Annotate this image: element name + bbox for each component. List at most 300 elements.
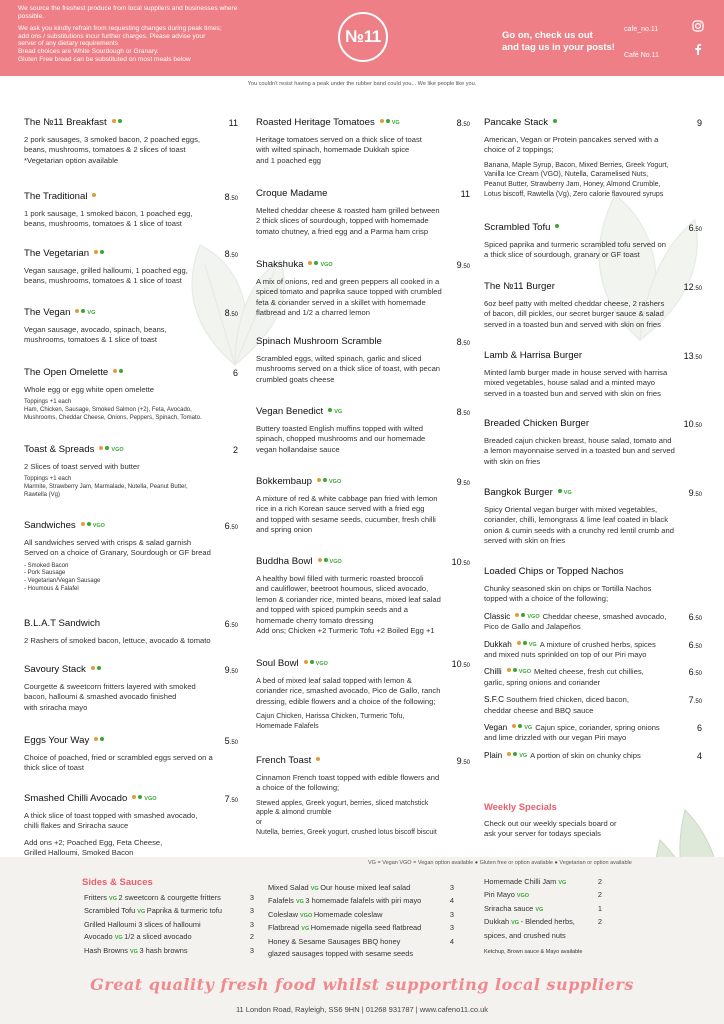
item-name: The Open Omelette <box>24 367 109 378</box>
vegetarian-marker <box>94 737 98 741</box>
item-title <box>256 755 470 767</box>
item-description: 2 Rashers of smoked bacon, lettuce, avocado & tomato <box>24 636 211 645</box>
item-description: beans, mushrooms, tomatoes & 1 slice of toast <box>24 276 182 286</box>
vegetarian-marker <box>318 558 322 562</box>
item-description: flatbread and 1/2 a charred lemon <box>256 308 370 318</box>
item-description: Spicy Oriental vegan burger with mixed vegetables, <box>484 505 658 514</box>
item-description: served with skin on fries <box>484 536 566 546</box>
item-description: and topped with spiced pumpkin seeds and a <box>256 605 408 615</box>
item-name: The №11 Breakfast <box>24 117 107 128</box>
option-name: Vegan <box>484 723 508 733</box>
side-price: 2 <box>249 932 254 942</box>
vegetarian-marker <box>92 193 96 197</box>
diet-markers <box>91 664 103 676</box>
side-name: Dukkah <box>484 917 512 927</box>
vegetarian-marker <box>308 261 312 265</box>
option-description: cheddar cheese and BBQ sauce <box>484 705 594 715</box>
item-title <box>484 222 702 234</box>
item-name: Soul Bowl <box>256 658 299 669</box>
item-options: Rawtella (Vg) <box>24 491 61 498</box>
side-description: 3 hash browns <box>139 945 188 955</box>
item-title <box>24 367 238 379</box>
note-line: We ask you kindly refrain from requesting changes during peak times; <box>18 25 222 33</box>
item-options: - Smoked Bacon <box>24 562 69 569</box>
side-price: 4 <box>449 896 454 906</box>
social-handles <box>624 17 690 69</box>
item-description: 2 Slices of toast served with butter <box>24 462 140 471</box>
gluten-free-marker <box>314 261 318 265</box>
diet-tag: VGO <box>320 262 333 268</box>
item-name: Breaded Chicken Burger <box>484 418 590 429</box>
item-description: Chunky seasoned skin on chips or Tortilla Nachos <box>484 584 652 593</box>
note-line: We source the freshest produce from local suppliers and businesses where possible. <box>18 5 238 20</box>
item-description: and cauliflower, beetroot houmous, sliced avocado, <box>256 584 429 594</box>
diet-markers <box>94 735 106 747</box>
instagram-icon[interactable] <box>692 20 704 32</box>
item-description: A mix of onions, red and green peppers all cooked in a <box>256 277 440 286</box>
side-description: glazed sausages topped with sesame seeds <box>268 949 414 959</box>
item-title <box>24 307 238 319</box>
side-description: Our house mixed leaf salad <box>320 883 411 892</box>
item-name: Sandwiches <box>24 520 76 531</box>
item-description: All sandwiches served with crisps & salad garnish <box>24 538 192 547</box>
gluten-free-marker <box>323 478 327 482</box>
item-name: Pancake Stack <box>484 117 548 128</box>
item-description: Melted cheddar cheese & roasted ham grilled between <box>256 206 440 215</box>
item-extra: Add ons +2; Poached Egg, Feta Cheese, <box>24 837 163 847</box>
gluten-free-marker <box>386 119 390 123</box>
item-price: 6.50 <box>688 611 702 622</box>
diet-markers <box>328 406 342 418</box>
side-name: Grilled Halloumi <box>84 919 139 929</box>
menu-item <box>484 350 702 399</box>
menu-item <box>24 520 238 593</box>
item-price: 13.50 <box>683 351 702 361</box>
item-description: mushrooms, tomatoes & 1 slice of toast <box>24 335 157 345</box>
diet-markers <box>304 658 328 670</box>
item-description: Heritage tomatoes served on a thick slice of toast <box>256 135 422 144</box>
vegetarian-marker <box>81 522 85 526</box>
specials-description: Check out our weekly specials board or <box>484 819 617 828</box>
item-extra: Grilled Halloumi, Smoked Bacon <box>24 848 134 858</box>
diet-markers <box>558 487 572 499</box>
item-description: topped with a choice of the following; <box>484 594 609 604</box>
menu-item <box>256 658 470 731</box>
menu-item <box>256 336 470 385</box>
specials-title: Weekly Specials <box>484 801 557 812</box>
side-description: 2 sweetcorn & courgette fritters <box>118 893 221 902</box>
item-description: onion & cumin seeds with a crunchy red lentil crumb and <box>484 525 674 535</box>
item-options: Vanilla Ice Cream (VGO), Nutella, Caramelised Nuts, <box>484 171 649 179</box>
item-description: coriander, chilli, lemongrass & lime leaf coated in black <box>484 515 669 525</box>
side-price: 3 <box>249 919 254 929</box>
item-title <box>256 406 470 418</box>
item-description: Minted lamb burger made in house served with harrisa <box>484 368 668 377</box>
diet-markers <box>553 117 559 129</box>
item-options: Homemade Falafels <box>256 722 319 730</box>
item-price: 9.50 <box>456 477 470 487</box>
option-name: S.F.C <box>484 695 505 705</box>
item-options: Cajun Chicken, Harissa Chicken, Turmeric Tofu, <box>256 713 405 721</box>
gluten-free-marker <box>310 660 314 664</box>
diet-markers <box>75 307 95 319</box>
item-description: and topped with sesame seeds, cucumber, fresh chilli <box>256 514 436 524</box>
item-description: mushrooms served on a thick slice of toast, with pecan <box>256 364 441 374</box>
diet-markers <box>318 556 342 568</box>
item-price: 9.50 <box>456 260 470 270</box>
condiments-note: Ketchup, Brown sauce & Mayo available <box>484 949 583 956</box>
item-title <box>256 259 470 271</box>
diet-markers <box>380 117 400 129</box>
note-line: server of any dietary requirements <box>18 40 119 48</box>
diet-tag: VGO <box>518 669 531 676</box>
menu-item <box>256 755 470 837</box>
vegetarian-marker <box>517 641 521 645</box>
item-price: 7.50 <box>224 794 238 804</box>
item-price: 8.50 <box>224 192 238 202</box>
diet-tag: VG <box>295 899 306 906</box>
side-name: Flatbread <box>268 923 302 933</box>
vegetarian-marker <box>507 752 511 756</box>
item-name: B.L.A.T Sandwich <box>24 618 101 629</box>
item-description: choice of 2 toppings; <box>484 145 554 155</box>
diet-markers <box>507 751 527 761</box>
vegetarian-marker <box>112 119 116 123</box>
vegetarian-marker <box>512 724 516 728</box>
item-options: - Houmous & Falafel <box>24 585 79 592</box>
menu-item <box>256 117 470 166</box>
side-item <box>268 936 454 948</box>
diet-tag: VG <box>511 920 521 927</box>
vegetarian-marker <box>132 795 136 799</box>
gluten-free-marker <box>558 489 562 493</box>
side-name: Fritters <box>84 893 110 902</box>
diet-tag: VG <box>137 909 147 916</box>
diet-tag: VGO <box>300 912 314 919</box>
social-cta-line-1: Go on, check us out <box>502 30 593 41</box>
diet-tag: VG <box>130 948 140 955</box>
item-options: - Vegetarian/Vegan Sausage <box>24 578 101 584</box>
vegetarian-marker <box>75 309 79 313</box>
item-name: Savoury Stack <box>24 664 86 675</box>
side-price: 2 <box>597 877 602 886</box>
item-title <box>256 117 470 129</box>
item-name: The Traditional <box>24 191 88 202</box>
item-title <box>484 418 702 430</box>
diet-markers <box>555 222 561 234</box>
item-price: 8.50 <box>224 249 238 259</box>
weekly-specials <box>484 801 702 840</box>
side-name: Coleslaw <box>268 909 301 919</box>
item-title <box>484 117 702 129</box>
side-description: 1/2 a sliced avocado <box>124 932 192 942</box>
diet-tag: VGO <box>111 447 124 453</box>
item-description: Spiced paprika and turmeric scrambled tofu served on <box>484 240 666 249</box>
facebook-handle[interactable]: Café No.11 <box>624 52 659 59</box>
item-title <box>484 281 702 293</box>
vegetarian-marker <box>99 446 103 450</box>
loaded-chips-section <box>484 566 702 761</box>
side-name: Sriracha sauce <box>484 903 536 913</box>
item-description: Whole egg or egg white open omelette <box>24 385 155 394</box>
item-description: A thick slice of toast topped with smashed avocado, <box>24 811 198 820</box>
diet-tag: VG <box>519 752 528 759</box>
diet-tag: VG <box>528 641 537 648</box>
item-extra: *Vegetarian option available <box>24 155 119 165</box>
item-description: chilli flakes and Sriracha sauce <box>24 821 129 831</box>
item-price: 5.50 <box>224 736 238 746</box>
diet-tag: VGO <box>329 479 342 485</box>
item-name: Spinach Mushroom Scramble <box>256 336 382 347</box>
item-description: spinach, chopped mushrooms and our homemade <box>256 434 426 444</box>
item-price: 9.50 <box>688 488 702 498</box>
item-options: Toppings +1 each <box>24 476 72 483</box>
item-description: beans, mushrooms, tomatoes & 1 slice of toast <box>24 219 182 229</box>
item-options: Nutella, berries, Greek yogurt, crushed lotus biscoff biscuit <box>256 828 437 836</box>
side-price: 1 <box>597 903 602 913</box>
diet-tag: VG <box>301 926 311 933</box>
menu-item <box>24 793 238 859</box>
gluten-free-marker <box>555 224 559 228</box>
gluten-free-marker <box>100 737 104 741</box>
side-price: 3 <box>249 906 254 916</box>
item-price: 10.50 <box>451 557 470 567</box>
item-description: served in a toasted bun and served with skin on fries <box>484 319 661 329</box>
item-name: Roasted Heritage Tomatoes <box>256 117 375 128</box>
item-description: 2 thick slices of sourdough, topped with homemade <box>256 216 429 226</box>
item-price: 7.50 <box>688 695 702 706</box>
item-title <box>24 664 238 676</box>
item-title <box>484 350 702 362</box>
item-price: 4 <box>696 750 702 761</box>
diet-markers <box>94 248 106 260</box>
side-name: Hash Browns <box>84 945 131 955</box>
item-options: Marmite, Strawberry Jam, Marmalade, Nutella, Peanut Butter, <box>24 484 188 490</box>
item-description: Scrambled eggs, wilted spinach, garlic and sliced <box>256 354 422 363</box>
item-name: Buddha Bowl <box>256 556 313 567</box>
menu-item <box>24 367 238 422</box>
diet-tag: VG <box>109 896 119 902</box>
side-item <box>84 931 254 944</box>
menu-item <box>484 117 702 199</box>
menu-item <box>484 222 702 261</box>
item-description: lemon & coriander rice, minted beans, mixed leaf salad <box>256 594 441 604</box>
item-title <box>24 793 238 805</box>
option-description: and lime drizzled with our vegan Piri mayo <box>484 733 627 743</box>
sides-column-3 <box>484 876 602 958</box>
item-description: Vegan sausage, avocado, spinach, beans, <box>24 325 167 334</box>
side-price: 3 <box>449 909 454 919</box>
gluten-free-marker <box>553 119 557 123</box>
item-description: with wilted spinach, homemade Dukkah spice <box>256 145 410 155</box>
side-item <box>268 882 454 895</box>
instagram-handle[interactable]: cafe_no.11 <box>624 26 659 33</box>
item-description: a choice of the following; <box>256 783 340 793</box>
diet-markers <box>512 723 532 733</box>
side-price: 4 <box>449 936 454 946</box>
gluten-free-marker <box>518 724 522 728</box>
option-description: A mixture of crushed herbs, spices <box>539 639 656 649</box>
diet-tag: VG <box>558 880 567 886</box>
vegetarian-marker <box>113 369 117 373</box>
item-title <box>24 191 238 203</box>
side-name: Honey & Sesame Sausages <box>268 936 363 946</box>
option-description: Cheddar cheese, smashed avocado, <box>542 611 667 621</box>
side-price: 3 <box>249 893 254 902</box>
item-title <box>24 444 238 456</box>
item-description: vegan hollandaise sauce <box>256 444 340 454</box>
item-description: a thick slice of sourdough, granary or GF toast <box>484 250 640 260</box>
side-item <box>84 919 254 931</box>
item-name: The №11 Burger <box>484 281 555 292</box>
side-price: 2 <box>597 917 602 927</box>
menu-item <box>256 188 470 237</box>
item-description: thick slice of toast <box>24 763 84 773</box>
menu-item <box>484 487 702 547</box>
option-description: Melted cheese, fresh cut chillies, <box>533 667 644 677</box>
nachos-option <box>484 723 702 744</box>
item-title <box>24 735 238 747</box>
diet-tag: VGO <box>527 613 540 620</box>
side-description: - Blended herbs, <box>520 917 575 927</box>
item-options: Mushrooms, Cheddar Cheese, Onions, Peppers, Spinach, Tomato. <box>24 414 202 421</box>
item-price: 6.50 <box>688 223 702 233</box>
item-description: a lemon mayonnaise served in a toasted bun and served <box>484 446 675 456</box>
item-options: or <box>256 819 263 826</box>
diet-tag: VGO <box>516 893 530 900</box>
side-item <box>268 909 454 922</box>
item-name: Lamb & Harrisa Burger <box>484 350 583 361</box>
item-title <box>256 188 470 200</box>
item-description: A mixture of red & white cabbage pan fried with lemon <box>256 494 438 503</box>
item-title <box>24 618 238 630</box>
item-description: rice in a rich Korean sauce served with a fried egg <box>256 504 425 514</box>
social-cta-line-2: and tag us in your posts! <box>502 42 615 53</box>
item-name: Loaded Chips or Topped Nachos <box>484 566 624 577</box>
vegetarian-marker <box>304 660 308 664</box>
item-price: 6.50 <box>688 639 702 650</box>
item-description: feta & coriander served in a skillet with homemade <box>256 297 426 307</box>
item-name: Toast & Spreads <box>24 444 95 455</box>
item-name: Bangkok Burger <box>484 487 553 498</box>
item-description: tomato chutney, a fried egg and a Parma ham crisp <box>256 226 429 236</box>
item-name: Smashed Chilli Avocado <box>24 793 128 804</box>
item-description: Breaded cajun chicken breast, house salad, tomato and <box>484 436 672 445</box>
item-name: Vegan Benedict <box>256 406 324 417</box>
side-description: 3 homemade falafels with piri mayo <box>305 896 422 906</box>
nachos-option-line <box>484 667 702 677</box>
item-price: 8.50 <box>456 118 470 128</box>
diet-tag: VGO <box>92 523 105 529</box>
item-title <box>256 476 470 488</box>
nachos-option-line <box>484 695 702 705</box>
option-name: Classic <box>484 611 511 621</box>
address-line: 11 London Road, Rayleigh, SS6 9HN | 01268 931787 | www.cafeno11.co.uk <box>235 1005 489 1014</box>
item-description: 1 pork sausage, 1 smoked bacon, 1 poached egg, <box>24 209 193 218</box>
item-price: 8.50 <box>224 308 238 318</box>
diet-markers <box>112 117 124 129</box>
diet-tag: VGO <box>144 796 157 802</box>
side-price: 3 <box>449 883 454 892</box>
item-price: 6.50 <box>224 521 238 531</box>
cafe-logo: №11 <box>338 12 388 62</box>
diet-tag: VG <box>524 725 533 732</box>
vegetarian-marker <box>515 613 519 617</box>
gluten-free-marker <box>324 558 328 562</box>
diet-tag: VGO <box>315 661 328 667</box>
item-description: A bed of mixed leaf salad topped with lemon & <box>256 676 412 685</box>
header-banner <box>0 0 724 76</box>
side-item <box>268 948 454 960</box>
menu-item <box>256 406 470 455</box>
diet-markers <box>99 444 123 456</box>
nachos-option-line <box>484 640 702 650</box>
item-description: American, Vegan or Protein pancakes served with a <box>484 135 659 144</box>
diet-markers <box>92 191 98 203</box>
gluten-free-marker <box>521 613 525 617</box>
nachos-option-line <box>484 751 702 761</box>
item-description: mixed vegetables, house salad and a minted mayo <box>484 378 655 388</box>
item-price: 11 <box>460 189 470 199</box>
diet-markers <box>507 667 531 677</box>
diet-tag: VG <box>87 310 96 316</box>
option-description: A portion of skin on chunky chips <box>530 750 641 760</box>
peek-note: You couldn't resist having a peak under the rubber band could you... We like people like you. <box>247 81 477 87</box>
side-price: 3 <box>449 923 454 933</box>
side-name: Avocado <box>84 932 115 942</box>
item-description: served in a toasted bun and served with skin on fries <box>484 388 661 398</box>
diet-markers <box>132 793 156 805</box>
menu-item <box>24 307 238 346</box>
item-price: 6 <box>696 723 702 734</box>
diet-tag: VG <box>535 906 544 913</box>
item-price: 8.50 <box>456 337 470 347</box>
tagline: Great quality fresh food whilst supporting local suppliers <box>90 975 634 994</box>
menu-item <box>256 476 470 536</box>
item-description: beans, mushrooms, tomatoes & 2 slices of toast <box>24 145 186 155</box>
diet-legend: VG = Vegan VGO = Vegan option available ● Gluten free or option available ● Vegetarian or option available <box>368 860 632 866</box>
menu-item <box>256 259 470 319</box>
item-title <box>24 117 238 129</box>
menu-item <box>256 556 470 636</box>
item-name: Bokkembaup <box>256 476 312 487</box>
item-options: - Pork Sausage <box>24 570 66 577</box>
item-name: The Vegan <box>24 307 71 318</box>
side-item <box>268 895 454 908</box>
vegetarian-marker <box>317 478 321 482</box>
nachos-option <box>484 667 702 688</box>
nachos-option-line <box>484 612 702 622</box>
specials-description: ask your server for todays specials <box>484 829 601 839</box>
item-price: 9 <box>696 118 702 128</box>
social-cta <box>502 30 622 54</box>
menu-item <box>484 418 702 467</box>
menu-item <box>24 664 238 713</box>
gluten-free-marker <box>118 119 122 123</box>
side-item <box>484 916 602 929</box>
side-item <box>484 930 602 942</box>
item-description: Buttery toasted English muffins topped with wilted <box>256 424 424 433</box>
item-description: Courgette & sweetcorn fritters layered with smoked <box>24 682 196 691</box>
item-description: crumbled goats cheese <box>256 374 335 384</box>
nachos-option-line <box>484 723 702 733</box>
item-description: dressing, edible flowers and a choice of the following; <box>256 696 436 706</box>
item-price: 11 <box>228 118 238 128</box>
facebook-icon[interactable] <box>692 43 704 55</box>
item-description: of bacon, dill pickles, our secret burger sauce & salad <box>484 309 664 319</box>
diet-markers <box>308 259 332 271</box>
item-description: spiced tomato and paprika sauce topped with crumbled <box>256 287 442 297</box>
